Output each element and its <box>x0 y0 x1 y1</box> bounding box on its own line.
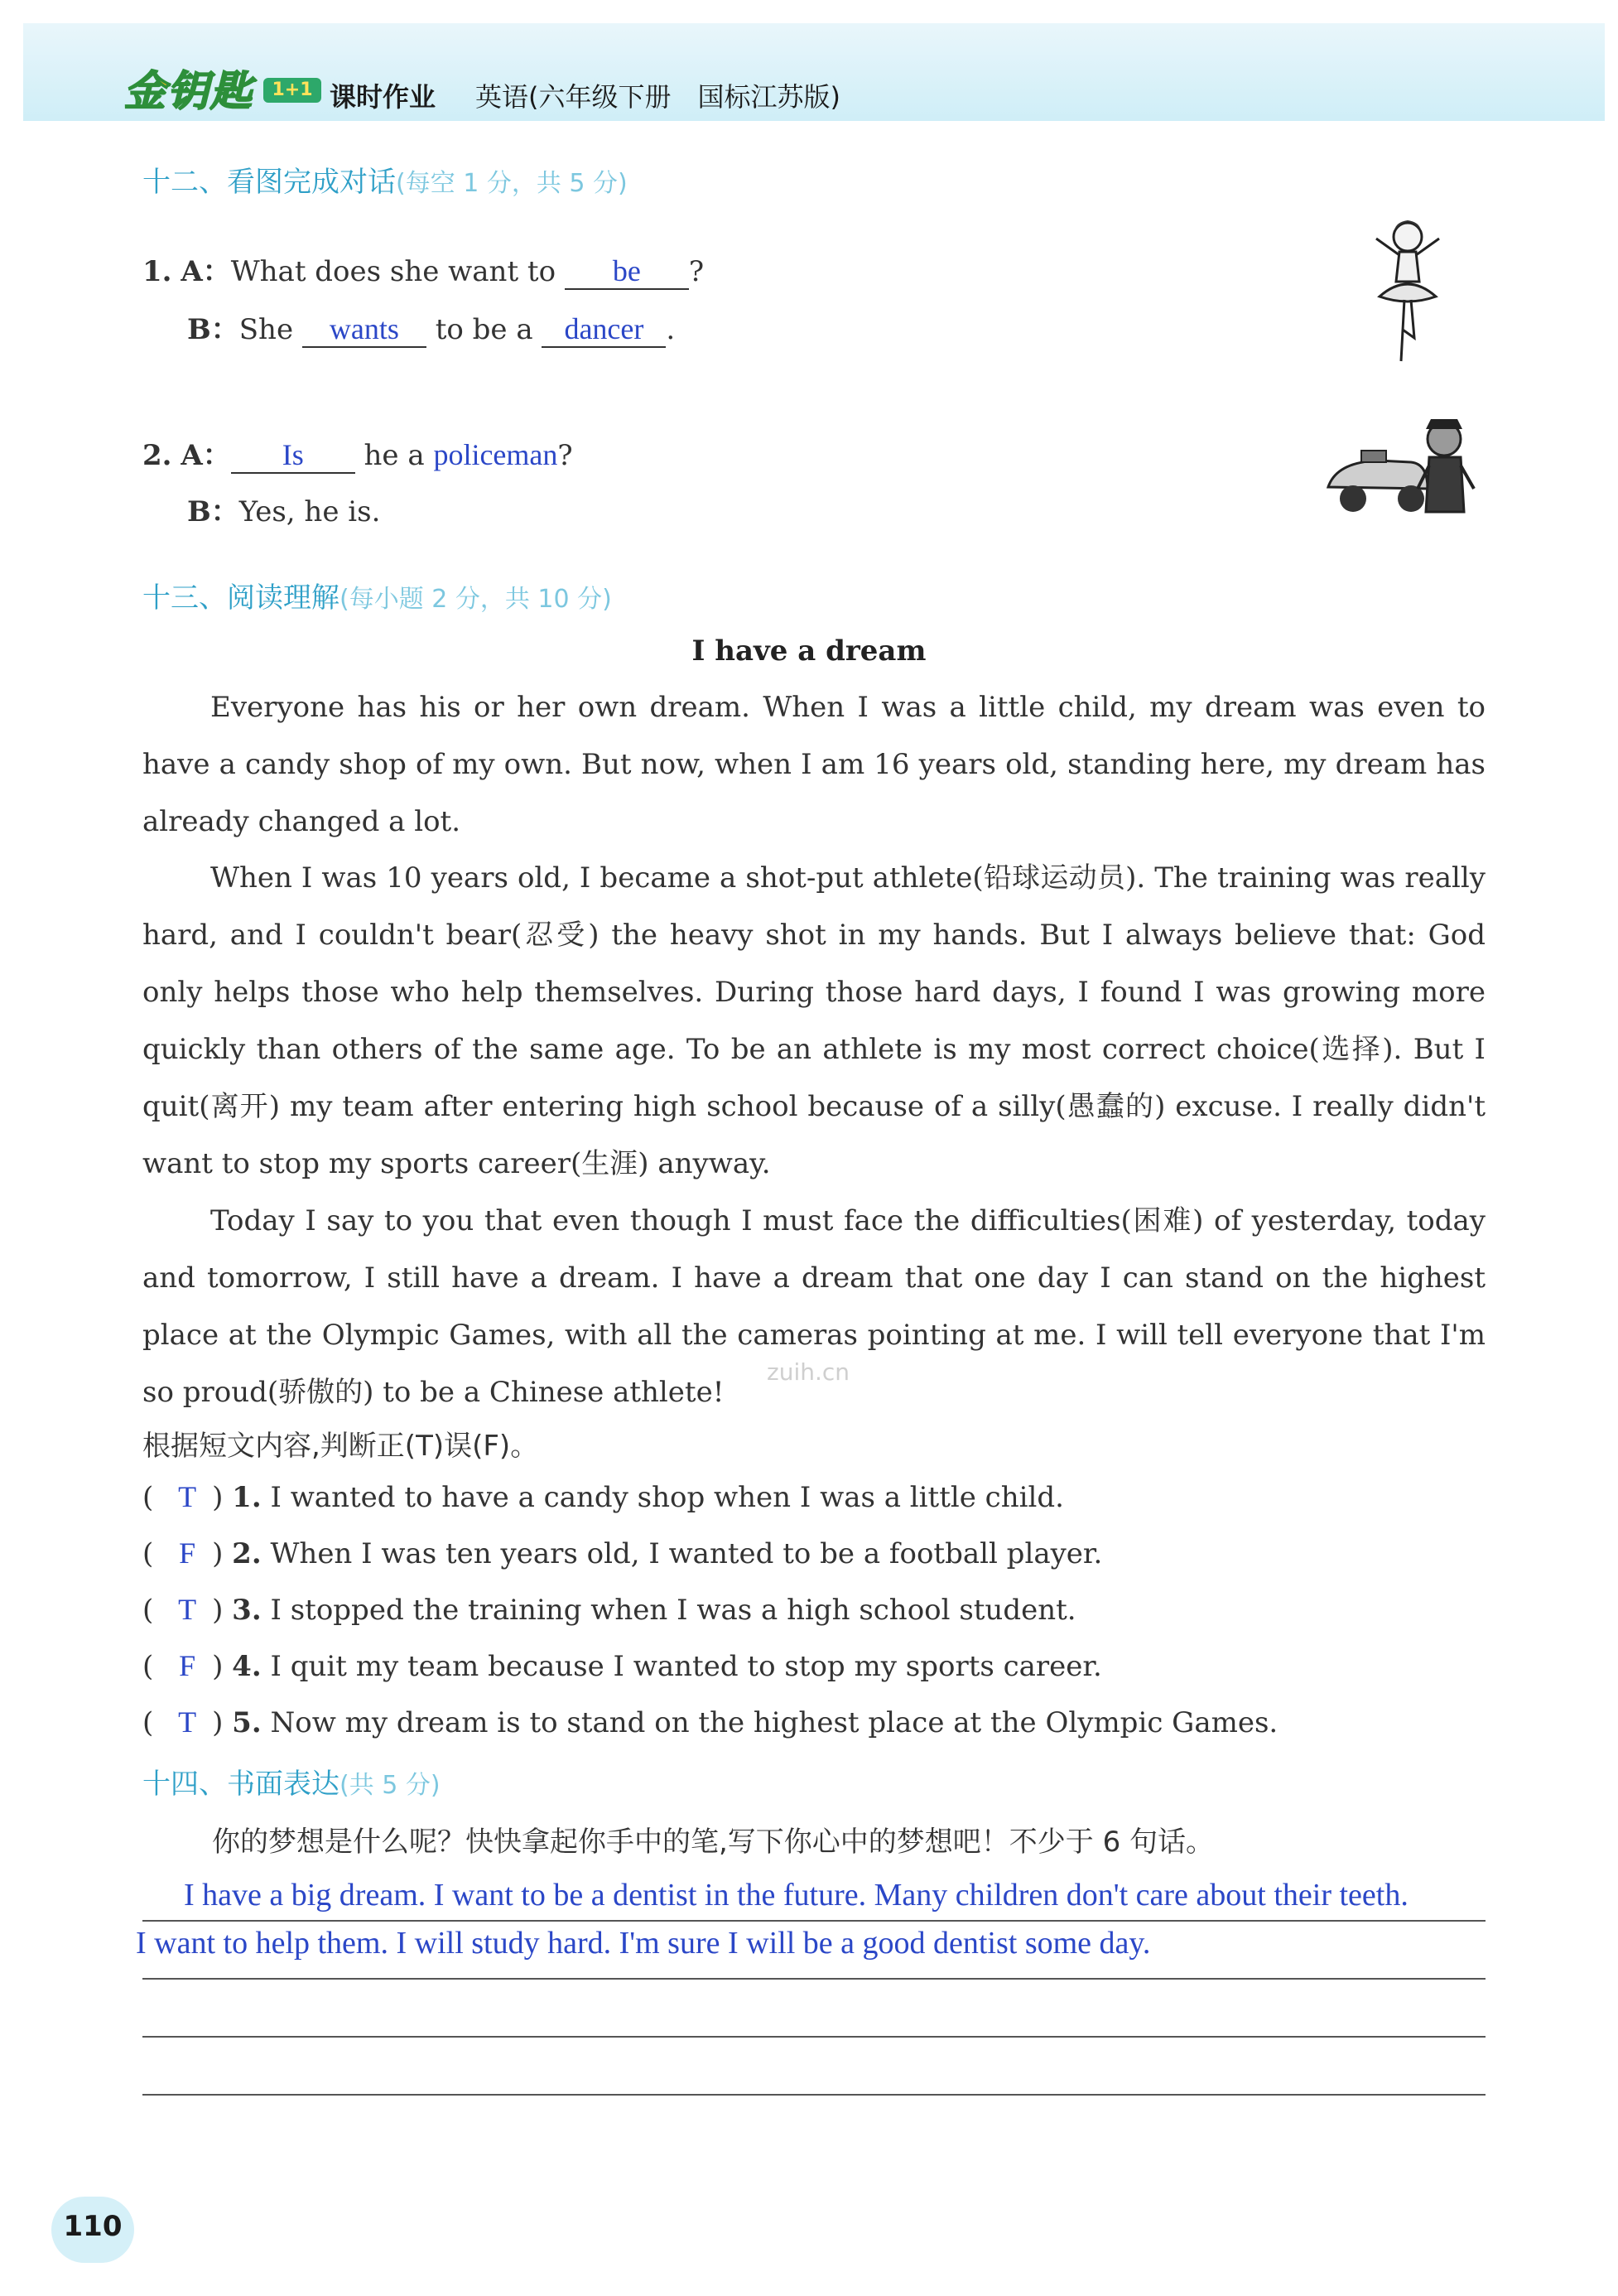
writing-answer-line-1: I have a big dream. I want to be a dentist in the future. Many children don't care about their teeth. <box>184 1878 1409 1913</box>
q1-a-text: What does she want to <box>230 255 556 288</box>
q1-number: 1. <box>142 255 172 288</box>
q1-b-answer2: dancer <box>542 311 666 348</box>
q2-a-answer1: Is <box>231 437 355 474</box>
writing-rule-3 <box>142 2036 1486 2038</box>
q2-a-label: A： <box>181 439 231 472</box>
section12-heading: 十二、看图完成对话 <box>142 166 396 199</box>
section14-title <box>142 1761 441 1802</box>
tf-answer-5: T <box>178 1705 197 1739</box>
tf-number-5: 5. <box>232 1706 262 1739</box>
tf-instruction: 根据短文内容,判断正(T)误(F)。 <box>142 1430 539 1463</box>
q1-b-end: . <box>666 313 676 346</box>
section12-title <box>142 159 628 200</box>
section13-heading: 十三、阅读理解 <box>142 581 339 615</box>
q1-b-text1: She <box>238 313 294 346</box>
section14-heading: 十四、书面表达 <box>142 1768 339 1801</box>
tf-item-4: ( F ) 4. I quit my team because I wanted to stop my sports career. <box>142 1649 1102 1683</box>
story-paragraph-2 <box>142 850 1486 1193</box>
writing-prompt: 你的梦想是什么呢？快快拿起你手中的笔,写下你心中的梦想吧！不少于 6 句话。 <box>212 1826 1215 1859</box>
tf-item-3: ( T ) 3. I stopped the training when I was a high school student. <box>142 1593 1076 1627</box>
paragraph-3-text: Today I say to you that even though I must face the difficulties(困难) of yesterday, today and tomorrow, I still have a dream. I have a dream that one day I can stand on the highest place at the Olympic Games, with all the cameras pointing at me. I will tell everyone that I'm so proud(骄傲的) to be a Chinese athlete! <box>142 1204 1486 1409</box>
header-subject: 英语(六年级下册 国标江苏版) <box>475 81 840 113</box>
tf-item-5: ( T ) 5. Now my dream is to stand on the highest place at the Olympic Games. <box>142 1705 1279 1739</box>
story-paragraph-3 <box>142 1193 1486 1421</box>
brand-tag: 1+1 <box>263 78 321 103</box>
writing-rule-2 <box>142 1978 1486 1980</box>
tf-text-1: I wanted to have a candy shop when I was a little child. <box>270 1481 1064 1514</box>
q1-line-a <box>142 248 704 290</box>
q2-line-b <box>187 489 380 529</box>
q1-a-answer: be <box>565 253 689 290</box>
tf-answer-4: F <box>179 1649 196 1682</box>
tf-answer-2: F <box>179 1536 196 1570</box>
header-title: 课时作业 <box>330 81 436 113</box>
tf-number-1: 1. <box>232 1481 262 1514</box>
q2-a-answer2: policeman <box>433 438 558 471</box>
q2-b-label: B： <box>187 495 239 528</box>
tf-text-4: I quit my team because I wanted to stop my sports career. <box>270 1650 1102 1683</box>
q2-a-end: ? <box>557 439 573 472</box>
q1-a-label: A： <box>181 255 231 288</box>
q2-b-text: Yes, he is. <box>238 495 381 528</box>
watermark: zuih.cn <box>767 1358 850 1386</box>
writing-answer-line-2: I want to help them. I will study hard. I'm sure I will be a good dentist some day. <box>136 1926 1151 1961</box>
policeman-picture <box>1320 412 1486 528</box>
tf-text-2: When I was ten years old, I wanted to be a football player. <box>270 1537 1103 1570</box>
story-paragraph-1 <box>142 679 1486 851</box>
tf-number-3: 3. <box>232 1594 262 1627</box>
brand-logo: 金钥匙 <box>124 67 253 115</box>
q1-line-b <box>187 306 675 348</box>
q1-b-text2: to be a <box>435 313 533 346</box>
tf-text-3: I stopped the training when I was a high school student. <box>270 1594 1076 1627</box>
q1-a-end: ? <box>688 255 705 288</box>
tf-number-2: 2. <box>232 1537 262 1570</box>
tf-text-5: Now my dream is to stand on the highest place at the Olympic Games. <box>270 1706 1279 1739</box>
paragraph-1-text: Everyone has his or her own dream. When I was a little child, my dream was even to have a candy shop of my own. But now, when I am 16 years old, standing here, my dream has already changed a lot. <box>142 691 1486 838</box>
dancer-picture <box>1358 214 1457 371</box>
q1-b-label: B： <box>187 313 239 346</box>
section14-score: (共 5 分) <box>339 1771 441 1800</box>
tf-answer-3: T <box>178 1593 197 1626</box>
q2-a-text: he a <box>364 439 425 472</box>
section13-title <box>142 575 612 615</box>
section13-score: (每小题 2 分，共 10 分) <box>339 585 612 614</box>
tf-answer-1: T <box>178 1480 197 1513</box>
q1-b-answer1: wants <box>302 311 426 348</box>
page-number: 110 <box>63 2210 123 2243</box>
tf-number-4: 4. <box>232 1650 262 1683</box>
writing-rule-1 <box>142 1920 1486 1922</box>
paragraph-2-text: When I was 10 years old, I became a shot-put athlete(铅球运动员). The training was really hard, and I couldn't bear(忍受) the heavy shot in my hands. But I always believe that: God only helps those who help themselves. During those hard days, I found I was growing more quickly than others of the same age. To be an athlete is my most correct choice(选择). But I quit(离开) my team after entering high school because of a silly(愚蠢的) excuse. I really didn't want to stop my sports career(生涯) anyway. <box>142 861 1486 1180</box>
q2-line-a <box>142 432 573 474</box>
story-title: I have a dream <box>691 634 927 668</box>
section12-score: (每空 1 分，共 5 分) <box>396 169 628 198</box>
q2-number: 2. <box>142 439 172 472</box>
writing-rule-4 <box>142 2094 1486 2096</box>
tf-item-1: ( T ) 1. I wanted to have a candy shop when I was a little child. <box>142 1480 1064 1514</box>
tf-item-2: ( F ) 2. When I was ten years old, I wanted to be a football player. <box>142 1536 1103 1570</box>
